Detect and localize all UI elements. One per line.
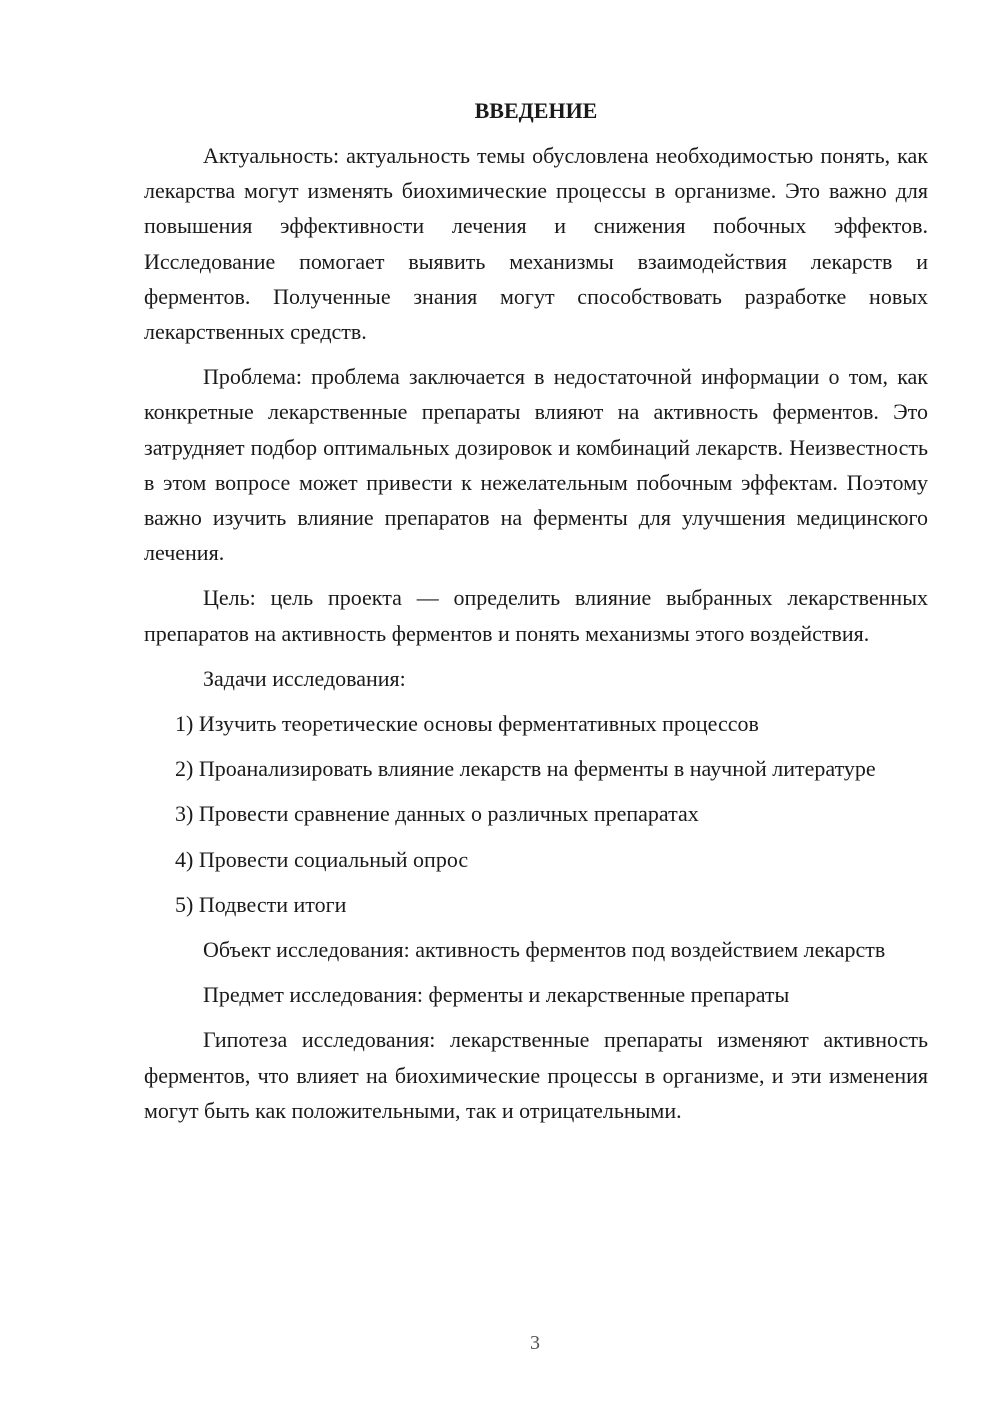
task-item-3: 3) Провести сравнение данных о различных препаратах: [175, 801, 699, 827]
paragraph-relevance: Актуальность: актуальность темы обусловлена необходимостью понять, как лекарства могут изменять биохимические процессы в организме. Это важно для повышения эффективности лечения и снижения побочных эффектов. Исследование помогает выявить механизмы взаимодействия лекарств и ферментов. Полученные знания могут способствовать разработке новых лекарственных средств.: [144, 143, 928, 345]
task-item-4: 4) Провести социальный опрос: [175, 846, 469, 872]
paragraph-problem: Проблема: проблема заключается в недостаточной информации о том, как конкретные лекарственные препараты влияют на активность ферментов. Это затрудняет подбор оптимальных дозировок и комбинаций лекарств. Неизвестность в этом вопросе может привести к нежелательным побочным эффектам. Поэтому важно изучить влияние препаратов на ферменты для улучшения медицинского лечения.: [144, 364, 928, 566]
task-item-1: 1) Изучить теоретические основы ферментативных процессов: [175, 711, 759, 737]
tasks-heading: Задачи исследования:: [203, 665, 406, 691]
document-page: [144, 93, 928, 1128]
page-number: 3: [530, 1332, 540, 1354]
task-item-5: 5) Подвести итоги: [175, 891, 347, 917]
section-title: ВВЕДЕНИЕ: [474, 98, 598, 123]
paragraph-hypothesis: Гипотеза исследования: лекарственные препараты изменяют активность ферментов, что влияет на биохимические процессы в организме, и эти изменения могут быть как положительными, так и отрицательными.: [144, 1027, 928, 1123]
paragraph-object: Объект исследования: активность ферментов под воздействием лекарств: [203, 937, 886, 963]
paragraph-subject: Предмет исследования: ферменты и лекарственные препараты: [203, 982, 790, 1008]
paragraph-goal: Цель: цель проекта — определить влияние выбранных лекарственных препаратов на активность ферментов и понять механизмы этого воздействия.: [144, 585, 928, 646]
task-item-2: 2) Проанализировать влияние лекарств на ферменты в научной литературе: [175, 756, 876, 782]
